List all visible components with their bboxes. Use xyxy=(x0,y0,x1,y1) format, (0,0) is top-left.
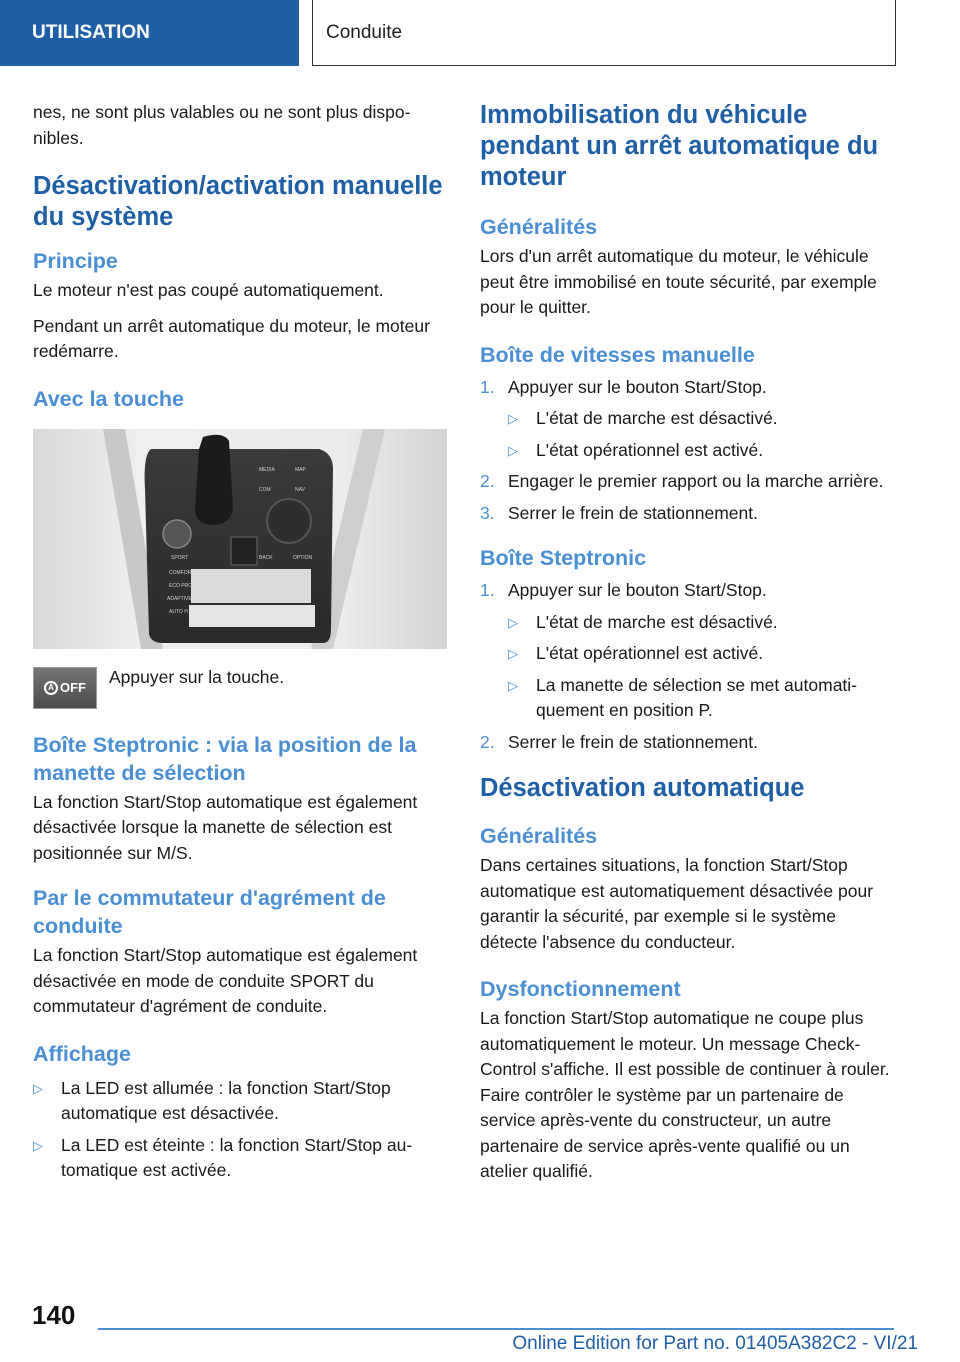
list-item xyxy=(508,673,896,724)
generalites-1-text: Lors d'un arrêt automatique du moteur, le véhicule peut être immobilisé en toute sécurité, par exemple pour le quitter. xyxy=(480,246,877,317)
step-text: Appuyer sur le bouton Start/Stop. xyxy=(508,580,767,600)
triangle-right-icon: ▷ xyxy=(508,614,518,630)
heading-affichage: Affichage xyxy=(33,1041,131,1066)
list-item-text: La manette de sélection se met automatiquement en position P. xyxy=(536,674,858,720)
steptronic-selector-text: La fonction Start/Stop automatique est également désactivée lorsque la manette de sélection est positionnée sur M/S. xyxy=(33,791,418,863)
footer-divider xyxy=(98,1328,894,1330)
chapter-title: Conduite xyxy=(312,0,896,66)
heading-steptronic-selector: Boîte Steptronic : via la position de la manette de sélection xyxy=(33,732,417,785)
photo-label-comfort: COMFORT xyxy=(169,569,195,576)
heading-steptronic: Boîte Steptronic xyxy=(480,546,647,570)
list-item-text: La LED est allumée : la fonction Start/Stop automatique est désactivée. xyxy=(61,1077,391,1123)
heading-principe: Principe xyxy=(33,249,118,273)
photo-label-adaptive: ADAPTIVE xyxy=(167,595,192,602)
photo-label-back: BACK xyxy=(259,554,273,561)
list-item-text: L'état opérationnel est activé. xyxy=(536,643,764,663)
auto-ring-icon: A xyxy=(44,681,58,695)
step-item xyxy=(480,469,896,495)
page-number: 140 xyxy=(32,1300,76,1330)
step-number: 1. xyxy=(480,580,495,600)
photo-label-media: MEDIA xyxy=(259,466,275,473)
generalites-2-text: Dans certaines situations, la fonction Start/Stop automatique est automatiquement désactivée pour garantir la sécurité, par exemple si le système détecte l'absence du conducteur. xyxy=(480,855,874,952)
photo-label-eco-pro: ECO PRO xyxy=(169,582,193,589)
triangle-right-icon: ▷ xyxy=(508,411,518,426)
key-instruction-text: Appuyer sur la touche. xyxy=(109,666,285,687)
key-icon-label: OFF xyxy=(60,680,86,695)
heading-dysfonctionnement: Dysfonctionnement xyxy=(480,977,681,1001)
affichage-list xyxy=(33,1076,447,1184)
principe-text-2: Pendant un arrêt automatique du moteur, le moteur redémarre. xyxy=(33,315,430,361)
center-console-photo xyxy=(33,429,447,649)
heading-driving-experience-switch: Par le commutateur d'agrément de conduite xyxy=(33,886,386,938)
photo-label-sport: SPORT xyxy=(171,554,189,561)
triangle-right-icon: ▷ xyxy=(508,677,518,693)
list-item-text: La LED est éteinte : la fonction Start/Stop automatique est activée. xyxy=(61,1134,413,1180)
photo-label-nav: NAV xyxy=(295,486,305,493)
list-item xyxy=(508,406,896,432)
step-text: Serrer le frein de stationnement. xyxy=(508,502,758,523)
left-column xyxy=(33,100,447,1196)
photo-label-com: COM xyxy=(259,486,271,493)
heading-immobilisation: Immobilisation du véhicule pendant un arrêt automatique du moteur xyxy=(480,101,879,191)
photo-label-option: OPTION xyxy=(293,554,313,561)
photo-label-auto-h: AUTO H xyxy=(169,608,188,615)
sub-list xyxy=(508,610,896,724)
list-item-text: L'état opérationnel est activé. xyxy=(536,439,764,460)
list-item xyxy=(508,610,896,636)
heading-generalites-1: Généralités xyxy=(480,215,598,239)
heading-manual-gearbox: Boîte de vitesses manuelle xyxy=(480,342,755,367)
step-item xyxy=(480,375,896,464)
step-text: Engager le premier rapport ou la marche arrière. xyxy=(508,471,884,491)
list-item xyxy=(508,438,896,464)
step-number: 2. xyxy=(480,471,495,491)
heading-avec-touche: Avec la touche xyxy=(33,386,184,411)
step-item xyxy=(480,578,896,724)
step-item xyxy=(480,501,896,527)
key-instruction xyxy=(33,667,447,709)
step-item xyxy=(480,730,896,756)
sub-list xyxy=(508,406,896,463)
triangle-right-icon: ▷ xyxy=(33,1080,43,1096)
heading-automatic-deactivation: Désactivation automatique xyxy=(480,774,805,802)
intro-text: nes, ne sont plus valables ou ne sont plus disponibles. xyxy=(33,102,411,148)
driving-experience-text: La fonction Start/Stop automatique est également désactivée en mode de conduite SPORT du commutateur d'agrément de conduite. xyxy=(33,945,418,1016)
photo-label-map: MAP xyxy=(295,466,306,473)
step-number: 1. xyxy=(480,376,495,397)
footer-edition: Online Edition for Part no. 01405A382C2 - VI/21 xyxy=(512,1333,918,1354)
manual-gearbox-steps xyxy=(480,375,896,527)
start-stop-off-icon xyxy=(33,667,97,709)
step-number: 3. xyxy=(480,502,495,523)
list-item xyxy=(33,1133,447,1184)
triangle-right-icon: ▷ xyxy=(508,646,518,661)
steptronic-steps xyxy=(480,578,896,755)
heading-manual-deactivation: Désactivation/activation manuelle du système xyxy=(33,172,443,231)
list-item-text: L'état de marche est désactivé. xyxy=(536,408,778,428)
dysfonctionnement-text: La fonction Start/Stop automatique ne coupe plus automatiquement le moteur. Un message Check-Control s'affiche. Il est possible de continuer à rouler. Faire contrôler le système par un partenaire de service après-vente du constructeur, un autre partenaire de service après-vente qualifié ou un atelier qualifié. xyxy=(480,1008,890,1181)
heading-generalites-2: Généralités xyxy=(480,824,598,848)
triangle-right-icon: ▷ xyxy=(33,1137,43,1153)
triangle-right-icon: ▷ xyxy=(508,442,518,458)
step-text: Appuyer sur le bouton Start/Stop. xyxy=(508,376,767,397)
principe-text-1: Le moteur n'est pas coupé automatiquement. xyxy=(33,280,384,300)
step-number: 2. xyxy=(480,731,495,752)
list-item xyxy=(508,641,896,667)
step-text: Serrer le frein de stationnement. xyxy=(508,731,758,752)
section-tab: UTILISATION xyxy=(0,0,299,66)
list-item xyxy=(33,1076,447,1127)
right-column xyxy=(480,100,896,1195)
list-item-text: L'état de marche est désactivé. xyxy=(536,611,778,632)
